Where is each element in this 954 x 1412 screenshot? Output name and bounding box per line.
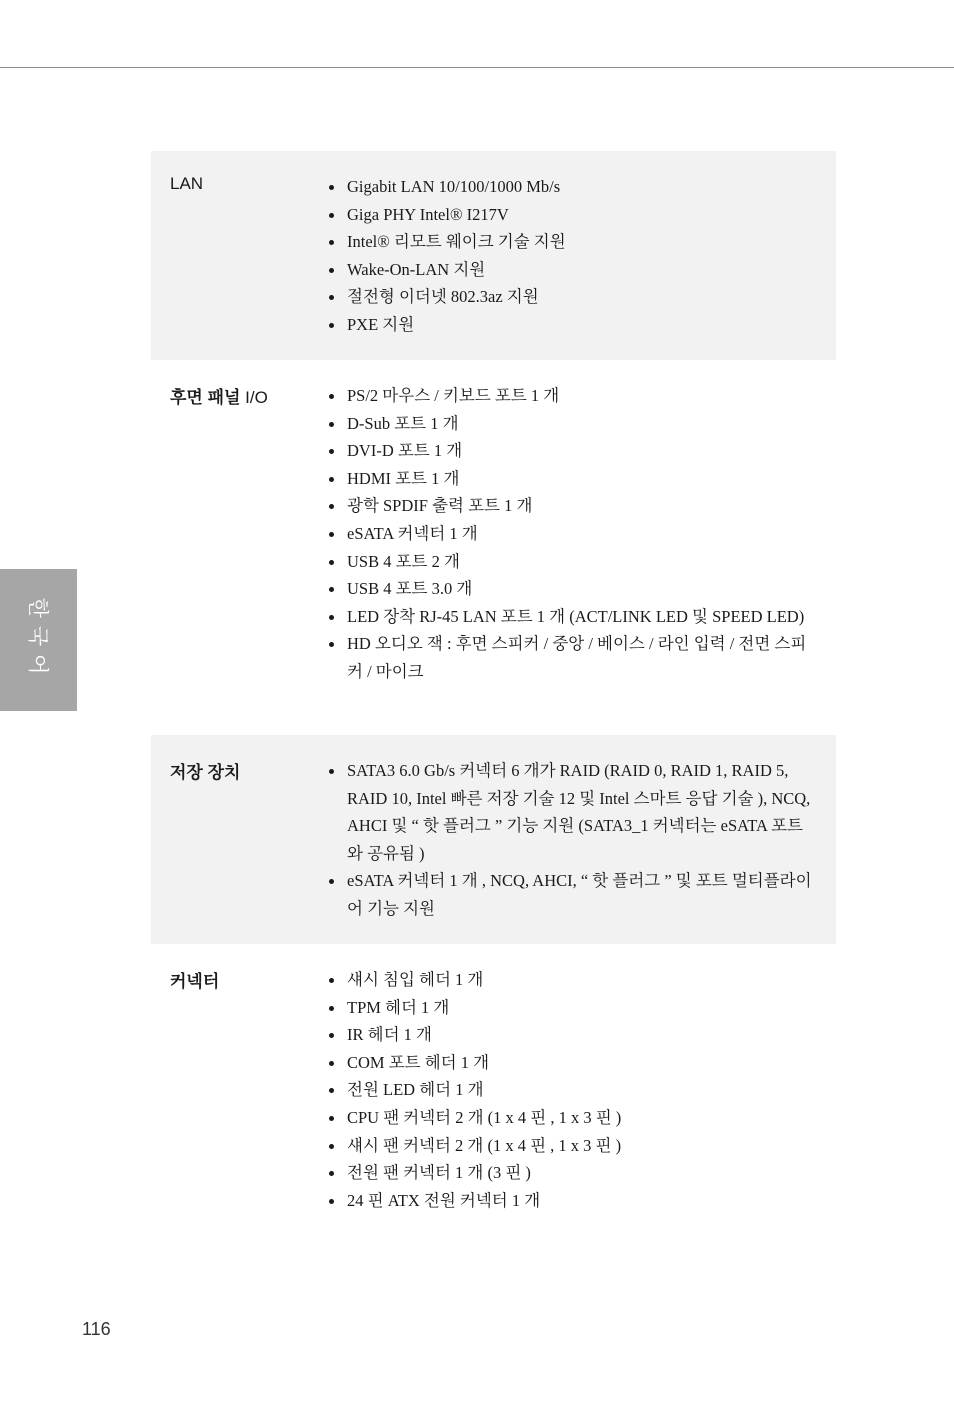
list-item: 광학 SPDIF 출력 포트 1 개 xyxy=(327,492,817,520)
spec-label-rear-io-bold: 후면 패널 xyxy=(170,388,241,407)
list-item: 절전형 이더넷 802.3az 지원 xyxy=(327,283,817,311)
spec-section-connector xyxy=(151,944,836,1234)
spec-label-lan: LAN xyxy=(170,174,204,193)
spec-list-lan xyxy=(327,173,817,339)
list-item: eSATA 커넥터 1 개 , NCQ, AHCI, “ 핫 플러그 ” 및 포트 멀티플라이어 기능 지원 xyxy=(327,867,817,922)
list-item: Giga PHY Intel® I217V xyxy=(327,201,817,229)
spec-label-storage-text: 저장 장치 xyxy=(170,763,241,782)
list-item: eSATA 커넥터 1 개 xyxy=(327,520,817,548)
list-item: 섀시 팬 커넥터 2 개 (1 x 4 핀 , 1 x 3 핀 ) xyxy=(327,1132,817,1160)
list-item: HD 오디오 잭 : 후면 스피커 / 중앙 / 베이스 / 라인 입력 / 전면 스피커 / 마이크 xyxy=(327,630,817,685)
spec-section-rear-io xyxy=(151,360,836,735)
list-item: IR 헤더 1 개 xyxy=(327,1021,817,1049)
list-item: D-Sub 포트 1 개 xyxy=(327,410,817,438)
list-item: DVI-D 포트 1 개 xyxy=(327,437,817,465)
list-item: COM 포트 헤더 1 개 xyxy=(327,1049,817,1077)
spec-section-storage xyxy=(151,735,836,944)
spec-label-storage xyxy=(170,758,240,783)
list-item: LED 장착 RJ-45 LAN 포트 1 개 (ACT/LINK LED 및 SPEED LED) xyxy=(327,603,817,631)
spec-label-rear-io-plain: I/O xyxy=(240,388,268,407)
spec-label-connector xyxy=(170,967,219,992)
list-item: 전원 LED 헤더 1 개 xyxy=(327,1076,817,1104)
header-rule xyxy=(0,67,954,68)
list-item: PXE 지원 xyxy=(327,311,817,339)
list-item: Wake-On-LAN 지원 xyxy=(327,256,817,284)
list-item: USB 4 포트 3.0 개 xyxy=(327,575,817,603)
language-tab-label: 한국어 xyxy=(25,597,50,683)
list-item: Intel® 리모트 웨이크 기술 지원 xyxy=(327,228,817,256)
list-item: 섀시 침입 헤더 1 개 xyxy=(327,966,817,994)
spec-label-connector-text: 커넥터 xyxy=(170,972,220,991)
list-item: HDMI 포트 1 개 xyxy=(327,465,817,493)
list-item: PS/2 마우스 / 키보드 포트 1 개 xyxy=(327,382,817,410)
language-side-tab xyxy=(0,569,77,711)
page-number: 116 xyxy=(82,1319,111,1339)
spec-label-rear-io xyxy=(170,383,268,408)
list-item: TPM 헤더 1 개 xyxy=(327,994,817,1022)
spec-list-connector xyxy=(327,966,817,1214)
list-item: SATA3 6.0 Gb/s 커넥터 6 개가 RAID (RAID 0, RAID 1, RAID 5, RAID 10, Intel 빠른 저장 기술 12 및 Intel 스마트 응답 기술 ), NCQ, AHCI 및 “ 핫 플러그 ” 기능 지원 (SATA3_1 커넥터는 eSATA 포트와 공유됨 ) xyxy=(327,757,817,867)
list-item: CPU 팬 커넥터 2 개 (1 x 4 핀 , 1 x 3 핀 ) xyxy=(327,1104,817,1132)
list-item: USB 4 포트 2 개 xyxy=(327,548,817,576)
spec-list-rear-io xyxy=(327,382,817,686)
spec-section-lan xyxy=(151,151,836,360)
list-item: Gigabit LAN 10/100/1000 Mb/s xyxy=(327,173,817,201)
list-item: 전원 팬 커넥터 1 개 (3 핀 ) xyxy=(327,1159,817,1187)
spec-list-storage xyxy=(327,757,817,923)
list-item: 24 핀 ATX 전원 커넥터 1 개 xyxy=(327,1187,817,1215)
